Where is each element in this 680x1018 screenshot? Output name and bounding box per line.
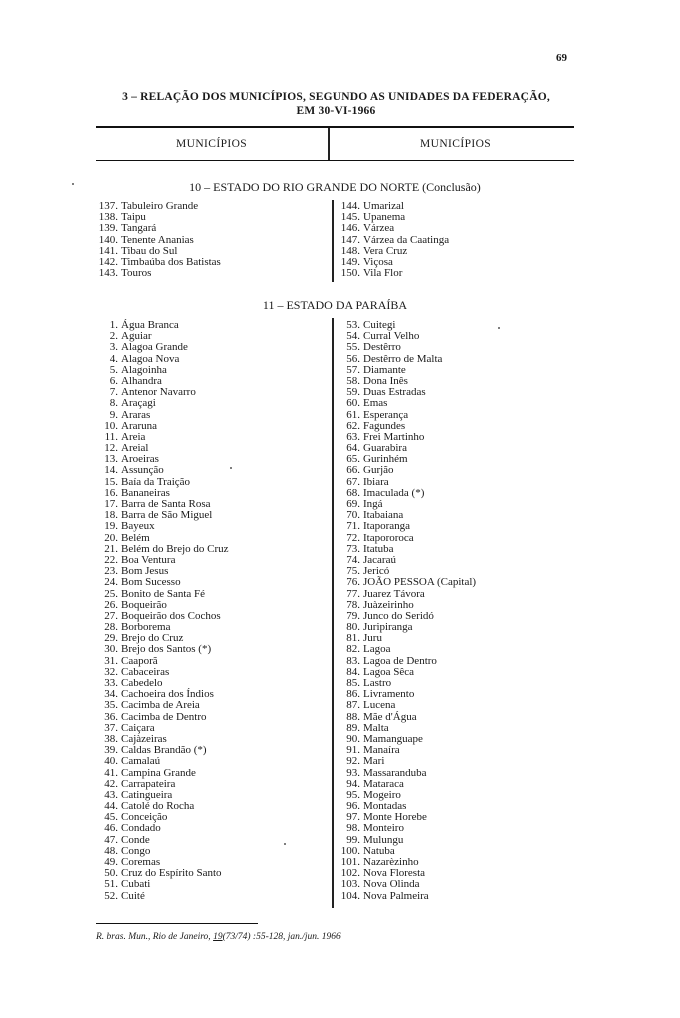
- item-number: 52.: [104, 889, 118, 902]
- item-number: 7.: [109, 386, 118, 399]
- item-number: 59.: [346, 386, 360, 399]
- municipality-name: Camalaú: [121, 755, 161, 768]
- municipality-name: Guarabira: [363, 442, 407, 455]
- municipality-name: Alagoa Grande: [121, 341, 188, 354]
- municipality-name: Ibiara: [363, 475, 389, 488]
- municipality-name: Imaculada (*): [363, 486, 425, 499]
- item-number: 4.: [109, 352, 118, 365]
- item-number: 25.: [104, 587, 118, 600]
- item-number: 58.: [346, 374, 360, 387]
- municipality-name: Coremas: [121, 856, 161, 868]
- item-number: 100.: [340, 844, 360, 857]
- item-number: 89.: [346, 721, 360, 734]
- item-number: 144.: [340, 200, 360, 212]
- item-number: 86.: [346, 688, 360, 701]
- item-number: 80.: [346, 621, 360, 634]
- municipality-name: Areia: [121, 430, 146, 443]
- municipality-name: Aroeiras: [121, 453, 159, 466]
- item-number: 40.: [104, 755, 118, 768]
- municipality-name: Natuba: [363, 844, 395, 857]
- municipality-name: Várzea da Caatinga: [363, 233, 450, 246]
- item-number: 44.: [104, 800, 118, 813]
- municipality-name: Condado: [121, 822, 161, 835]
- municipality-name: Belém: [121, 531, 150, 544]
- item-number: 42.: [104, 777, 118, 790]
- item-number: 78.: [346, 598, 360, 611]
- item-number: 10.: [104, 419, 118, 432]
- municipality-name: Belém do Brejo do Cruz: [121, 542, 229, 555]
- municipality-name: Baía da Traição: [121, 475, 191, 488]
- item-number: 53.: [346, 319, 360, 331]
- municipality-name: Aguiar: [121, 330, 152, 343]
- item-number: 149.: [340, 255, 360, 268]
- item-number: 95.: [346, 788, 360, 801]
- municipality-name: Várzea: [363, 222, 395, 235]
- municipality-name: Jericó: [363, 565, 390, 578]
- municipality-name: Manaíra: [363, 744, 400, 757]
- item-number: 91.: [346, 744, 360, 757]
- municipality-name: Araruna: [121, 419, 158, 432]
- municipality-name: Tibau do Sul: [121, 244, 178, 257]
- item-number: 57.: [346, 363, 360, 376]
- municipality-name: Cacimba de Areia: [121, 699, 200, 712]
- municipality-name: Bayeux: [121, 520, 155, 533]
- municipality-name: Mamanguape: [363, 732, 423, 745]
- item-number: 99.: [346, 833, 360, 846]
- item-number: 51.: [104, 878, 118, 891]
- item-number: 45.: [104, 811, 118, 824]
- item-number: 64.: [346, 442, 360, 455]
- municipality-name: Mataraca: [363, 777, 404, 790]
- item-number: 104.: [340, 889, 360, 902]
- list-item: [336, 268, 449, 279]
- item-number: 69.: [346, 498, 360, 510]
- item-number: 46.: [104, 822, 118, 835]
- scan-speck: [230, 467, 232, 469]
- table-title-line1: 3 – RELAÇÃO DOS MUNICÍPIOS, SEGUNDO AS UNIDADES DA FEDERAÇÃO,: [122, 91, 550, 103]
- municipality-name: Nova Floresta: [363, 867, 426, 880]
- item-number: 103.: [340, 878, 360, 891]
- item-number: 150.: [340, 267, 360, 280]
- item-number: 63.: [346, 430, 360, 443]
- item-number: 13.: [104, 453, 118, 466]
- municipality-name: Esperança: [363, 408, 409, 421]
- municipality-name: Mari: [363, 755, 385, 768]
- item-number: 8.: [109, 397, 118, 410]
- item-number: 90.: [346, 732, 360, 745]
- municipality-name: Tenente Ananias: [121, 233, 194, 246]
- municipality-name: Cajàzeiras: [121, 732, 167, 745]
- municipality-name: Nova Olinda: [363, 878, 420, 891]
- item-number: 68.: [346, 486, 360, 499]
- municipality-name: Curral Velho: [363, 330, 420, 343]
- municipality-name: Touros: [121, 267, 152, 280]
- municipality-name: Alhandra: [121, 374, 162, 387]
- municipality-name: Itaporanga: [363, 520, 411, 533]
- item-number: 22.: [104, 553, 118, 566]
- municipality-name: Fagundes: [363, 419, 406, 432]
- item-number: 73.: [346, 542, 360, 555]
- municipality-name: Frei Martinho: [363, 430, 425, 443]
- municipality-name: Cruz do Espírito Santo: [121, 867, 222, 880]
- item-number: 147.: [340, 233, 360, 246]
- municipality-name: Conde: [121, 833, 150, 846]
- footnote-rule: [96, 923, 258, 924]
- item-number: 83.: [346, 654, 360, 667]
- municipality-name: Vera Cruz: [363, 244, 408, 257]
- item-number: 148.: [340, 244, 360, 257]
- item-number: 49.: [104, 856, 118, 868]
- municipality-name: Itatuba: [363, 542, 394, 555]
- municipality-name: Lagoa Sêca: [363, 665, 414, 678]
- municipality-name: Diamante: [363, 363, 406, 376]
- item-number: 141.: [98, 244, 118, 257]
- page-number: 69: [556, 52, 567, 64]
- item-number: 96.: [346, 800, 360, 813]
- item-number: 60.: [346, 397, 360, 410]
- municipality-name: Lucena: [363, 699, 396, 712]
- municipality-name: Cubati: [121, 878, 151, 891]
- list-item: [94, 398, 229, 409]
- item-number: 47.: [104, 833, 118, 846]
- item-number: 11.: [104, 430, 118, 443]
- municipality-name: Brejo do Cruz: [121, 632, 184, 645]
- municipality-name: Areial: [121, 442, 149, 455]
- item-number: 139.: [98, 222, 118, 235]
- list-item: [336, 891, 476, 902]
- municipality-name: Juripiranga: [363, 621, 413, 634]
- municipality-name: Destêrro: [363, 341, 401, 354]
- municipality-name: Destêrro de Malta: [363, 352, 443, 365]
- item-number: 54.: [346, 330, 360, 343]
- item-number: 35.: [104, 699, 118, 712]
- table-title-line2: EM 30-VI-1966: [296, 105, 376, 117]
- item-number: 82.: [346, 643, 360, 656]
- item-number: 145.: [340, 211, 360, 224]
- scan-speck: [72, 183, 74, 185]
- list-item: [336, 768, 476, 779]
- scan-speck: [284, 843, 286, 845]
- footnote-volume: 19: [213, 932, 223, 942]
- list-item: [336, 823, 476, 834]
- municipality-name: Alagoa Nova: [121, 352, 180, 365]
- item-number: 55.: [346, 341, 360, 354]
- municipality-name: Malta: [363, 721, 389, 734]
- municipality-name: Cachoeira dos Índios: [121, 688, 214, 701]
- municipality-name: Borborema: [121, 621, 171, 634]
- list-item: [336, 410, 476, 421]
- item-number: 38.: [104, 732, 118, 745]
- item-number: 2.: [109, 330, 118, 343]
- list-item: [94, 410, 229, 421]
- item-number: 70.: [346, 509, 360, 522]
- footnote-suffix: (73/74) :55-128, jan./jun. 1966: [222, 932, 341, 942]
- item-number: 26.: [104, 598, 118, 611]
- municipality-name: Montadas: [363, 800, 407, 813]
- item-number: 1.: [109, 319, 118, 331]
- list-item: [94, 268, 221, 279]
- footnote: [96, 932, 341, 942]
- item-number: 5.: [109, 363, 118, 376]
- item-number: 9.: [109, 408, 118, 421]
- municipality-name: Araras: [121, 408, 151, 421]
- column-divider-rn: [332, 200, 334, 282]
- municipality-name: Bom Jesus: [121, 565, 169, 578]
- municipality-name: Cabaceiras: [121, 665, 170, 678]
- list-item: [94, 521, 229, 532]
- item-number: 85.: [346, 677, 360, 689]
- item-number: 3.: [109, 341, 118, 354]
- item-number: 41.: [104, 766, 118, 779]
- municipality-name: Junco do Seridó: [363, 609, 434, 622]
- municipality-name: Barra de Santa Rosa: [121, 498, 211, 510]
- item-number: 31.: [104, 654, 118, 667]
- column-divider-pb: [332, 318, 334, 908]
- municipality-name: Itabaiana: [363, 509, 404, 522]
- item-number: 88.: [346, 710, 360, 723]
- item-number: 48.: [104, 844, 118, 857]
- municipality-list-pb-right: [336, 320, 476, 902]
- municipality-name: Boqueirão dos Cochos: [121, 609, 221, 622]
- item-number: 61.: [346, 408, 360, 421]
- municipality-name: Juru: [363, 632, 382, 645]
- municipality-name: Congo: [121, 844, 151, 857]
- item-number: 101.: [340, 856, 360, 868]
- item-number: 29.: [104, 632, 118, 645]
- municipality-name: Araçagi: [121, 397, 156, 410]
- list-item: [94, 823, 229, 834]
- municipality-name: Timbaúba dos Batistas: [121, 255, 221, 268]
- municipality-name: Massaranduba: [363, 766, 427, 779]
- header-rule: [96, 160, 574, 161]
- item-number: 37.: [104, 721, 118, 734]
- municipality-name: Alagoinha: [121, 363, 167, 376]
- item-number: 92.: [346, 755, 360, 768]
- municipality-name: Conceição: [121, 811, 168, 824]
- municipality-name: Livramento: [363, 688, 415, 701]
- item-number: 56.: [346, 352, 360, 365]
- item-number: 17.: [104, 498, 118, 510]
- municipality-name: Catingueira: [121, 788, 173, 801]
- municipality-name: Campina Grande: [121, 766, 196, 779]
- list-item: [94, 879, 229, 890]
- item-number: 75.: [346, 565, 360, 578]
- municipality-name: Nova Palmeira: [363, 889, 429, 902]
- item-number: 43.: [104, 788, 118, 801]
- item-number: 62.: [346, 419, 360, 432]
- municipality-name: JOÃO PESSOA (Capital): [363, 576, 477, 589]
- section-title-rio-grande-do-norte: 10 – ESTADO DO RIO GRANDE DO NORTE (Conclusão): [189, 180, 481, 194]
- municipality-name: Caiçara: [121, 721, 155, 734]
- item-number: 39.: [104, 744, 118, 757]
- item-number: 21.: [104, 542, 118, 555]
- municipality-name: Monteiro: [363, 822, 404, 835]
- municipality-name: Nazarèzinho: [363, 856, 419, 868]
- municipality-name: Upanema: [363, 211, 406, 224]
- column-header-right: MUNICÍPIOS: [420, 138, 492, 150]
- top-rule: [96, 126, 574, 128]
- item-number: 138.: [98, 211, 118, 224]
- municipality-name: Caldas Brandão (*): [121, 744, 207, 757]
- municipality-name: Taipu: [121, 211, 146, 224]
- item-number: 19.: [104, 520, 118, 533]
- item-number: 93.: [346, 766, 360, 779]
- list-item: [336, 465, 476, 476]
- municipality-name: Assunção: [121, 464, 164, 477]
- scan-speck: [498, 327, 500, 329]
- column-header-left: MUNICÍPIOS: [176, 138, 248, 150]
- item-number: 50.: [104, 867, 118, 880]
- municipality-name: Boqueirão: [121, 598, 167, 611]
- item-number: 87.: [346, 699, 360, 712]
- municipality-name: Antenor Navarro: [121, 386, 196, 399]
- municipality-name: Juarez Távora: [363, 587, 425, 600]
- municipality-name: Boa Ventura: [121, 553, 176, 566]
- municipality-name: Viçosa: [363, 255, 393, 268]
- item-number: 143.: [98, 267, 118, 280]
- item-number: 27.: [104, 609, 118, 622]
- municipality-name: Ingá: [363, 498, 383, 510]
- item-number: 74.: [346, 553, 360, 566]
- item-number: 33.: [104, 677, 118, 689]
- item-number: 28.: [104, 621, 118, 634]
- municipality-name: Carrapateira: [121, 777, 176, 790]
- item-number: 142.: [98, 255, 118, 268]
- municipality-name: Bom Sucesso: [121, 576, 181, 589]
- municipality-list-pb-left: [94, 320, 229, 902]
- section-title-paraiba: 11 – ESTADO DA PARAÍBA: [262, 298, 408, 312]
- item-number: 67.: [346, 475, 360, 488]
- item-number: 6.: [109, 374, 118, 387]
- municipality-name: Bonito de Santa Fé: [121, 587, 206, 600]
- item-number: 94.: [346, 777, 360, 790]
- item-number: 14.: [104, 464, 118, 477]
- municipality-name: Umarizal: [363, 200, 404, 212]
- item-number: 84.: [346, 665, 360, 678]
- municipality-name: Jacaraú: [363, 553, 396, 566]
- item-number: 30.: [104, 643, 118, 656]
- item-number: 97.: [346, 811, 360, 824]
- municipality-name: Mogeiro: [363, 788, 401, 801]
- item-number: 71.: [346, 520, 360, 533]
- item-number: 36.: [104, 710, 118, 723]
- municipality-name: Duas Estradas: [363, 386, 426, 399]
- municipality-name: Gurjão: [363, 464, 394, 477]
- item-number: 79.: [346, 609, 360, 622]
- item-number: 34.: [104, 688, 118, 701]
- footnote-prefix: R. bras. Mun., Rio de Janeiro,: [96, 932, 214, 942]
- item-number: 72.: [346, 531, 360, 544]
- list-item: [94, 644, 229, 655]
- header-divider: [328, 128, 330, 160]
- item-number: 16.: [104, 486, 118, 499]
- item-number: 12.: [104, 442, 118, 455]
- municipality-name: Emas: [363, 397, 388, 410]
- municipality-name: Itapororoca: [363, 531, 414, 544]
- item-number: 32.: [104, 665, 118, 678]
- item-number: 140.: [98, 233, 118, 246]
- municipality-name: Lastro: [363, 677, 392, 689]
- item-number: 98.: [346, 822, 360, 835]
- item-number: 23.: [104, 565, 118, 578]
- municipality-name: Dona Inês: [363, 374, 408, 387]
- municipality-name: Cacimba de Dentro: [121, 710, 207, 723]
- municipality-name: Tangará: [121, 222, 157, 235]
- item-number: 102.: [340, 867, 360, 880]
- municipality-list-rn-right: [336, 201, 449, 279]
- municipality-list-rn-left: [94, 201, 221, 279]
- municipality-name: Bananeiras: [121, 486, 170, 499]
- item-number: 137.: [98, 200, 118, 212]
- item-number: 65.: [346, 453, 360, 466]
- municipality-name: Gurinhém: [363, 453, 408, 466]
- municipality-name: Lagoa: [363, 643, 391, 656]
- list-item: [94, 891, 229, 902]
- item-number: 20.: [104, 531, 118, 544]
- municipality-name: Juàzeirinho: [363, 598, 414, 611]
- municipality-name: Cuitegi: [363, 319, 396, 331]
- item-number: 15.: [104, 475, 118, 488]
- item-number: 76.: [346, 576, 360, 589]
- municipality-name: Mãe d'Água: [363, 710, 417, 723]
- municipality-name: Cuité: [121, 889, 145, 902]
- item-number: 66.: [346, 464, 360, 477]
- item-number: 146.: [340, 222, 360, 235]
- municipality-name: Mulungu: [363, 833, 404, 846]
- item-number: 24.: [104, 576, 118, 589]
- municipality-name: Barra de São Miguel: [121, 509, 213, 522]
- municipality-name: Monte Horebe: [363, 811, 427, 824]
- municipality-name: Tabuleiro Grande: [121, 200, 199, 212]
- municipality-name: Caaporã: [121, 654, 158, 667]
- municipality-name: Lagoa de Dentro: [363, 654, 437, 667]
- item-number: 18.: [104, 509, 118, 522]
- item-number: 77.: [346, 587, 360, 600]
- municipality-name: Catolé do Rocha: [121, 800, 195, 813]
- municipality-name: Água Branca: [121, 319, 179, 331]
- municipality-name: Cabedelo: [121, 677, 163, 689]
- item-number: 81.: [346, 632, 360, 645]
- municipality-name: Brejo dos Santos (*): [121, 643, 212, 656]
- municipality-name: Vila Flor: [363, 267, 403, 280]
